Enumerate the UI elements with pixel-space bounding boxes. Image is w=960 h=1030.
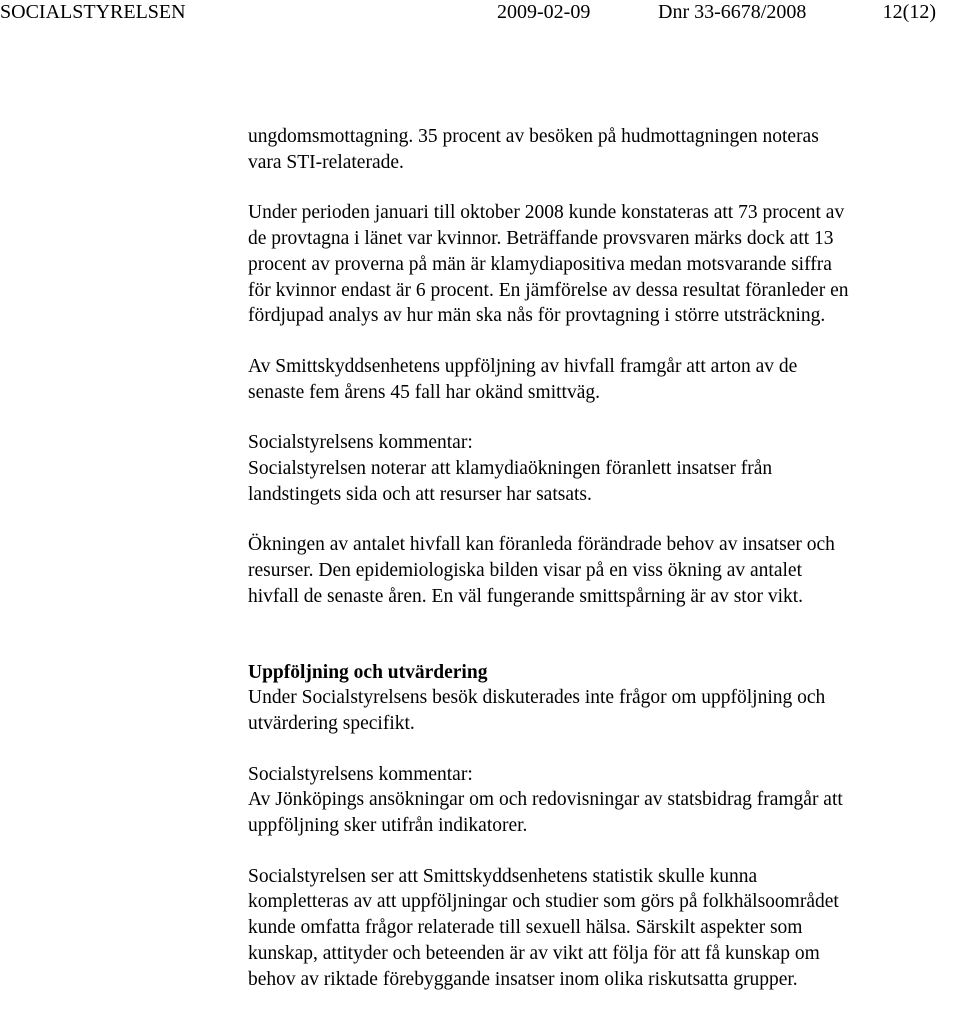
text-line: Av Jönköpings ansökningar om och redovisningar av statsbidrag framgår att [248, 789, 843, 811]
text-line: utvärdering specifikt. [248, 712, 415, 734]
header-date: 2009-02-09 [497, 1, 591, 23]
text-line: ungdomsmottagning. 35 procent av besöken på hudmottagningen noteras [248, 126, 819, 147]
paragraph-8 [248, 864, 960, 993]
header-organization: SOCIALSTYRELSEN [0, 1, 186, 23]
text-line: Under perioden januari till oktober 2008 kunde konstateras att 73 procent av [248, 202, 845, 224]
header-page-number: 12(12) [882, 1, 936, 23]
text-line: uppföljning sker utifrån indikatorer. [248, 815, 528, 837]
text-line: behov av riktade förebyggande insatser inom olika riskutsatta grupper. [248, 968, 798, 990]
comment-section-2 [248, 762, 960, 839]
text-line: kompletteras av att uppföljningar och studier som görs på folkhälsoområdet [248, 891, 839, 913]
text-line: Socialstyrelsen ser att Smittskyddsenhetens statistik skulle kunna [248, 865, 758, 887]
text-line: senaste fem årens 45 fall har okänd smittväg. [248, 381, 600, 403]
text-line: resurser. Den epidemiologiska bilden visar på en viss ökning av antalet [248, 560, 802, 582]
text-line: vara STI-relaterade. [248, 151, 404, 173]
text-line: Under Socialstyrelsens besök diskuterades inte frågor om uppföljning och [248, 687, 826, 709]
text-line: hivfall de senaste åren. En väl fungerande smittspårning är av stor vikt. [248, 585, 804, 607]
comment-section-1 [248, 430, 960, 507]
paragraph-2 [248, 200, 960, 329]
section-uppfoljning [248, 660, 960, 737]
text-line: Ökningen av antalet hivfall kan föranleda förändrade behov av insatser och [248, 534, 835, 556]
header-reference-number: Dnr 33-6678/2008 [658, 1, 807, 23]
comment-heading: Socialstyrelsens kommentar: [248, 432, 473, 454]
section-heading: Uppföljning och utvärdering [248, 661, 488, 683]
comment-heading: Socialstyrelsens kommentar: [248, 763, 473, 785]
document-body [248, 124, 960, 992]
text-line: de provtagna i länet var kvinnor. Beträffande provsvaren märks dock att 13 [248, 228, 834, 250]
text-line: kunde omfatta frågor relaterade till sexuell hälsa. Särskilt aspekter som [248, 917, 803, 939]
page-header [0, 0, 960, 24]
text-line: procent av proverna på män är klamydiapositiva medan motsvarande siffra [248, 253, 832, 275]
text-line: fördjupad analys av hur män ska nås för provtagning i större utsträckning. [248, 305, 826, 327]
text-line: för kvinnor endast är 6 procent. En jämförelse av dessa resultat föranleder en [248, 279, 849, 301]
text-line: landstingets sida och att resurser har satsats. [248, 483, 592, 505]
paragraph-1 [248, 124, 960, 175]
text-line: kunskap, attityder och beteenden är av vikt att följa för att få kunskap om [248, 942, 820, 964]
paragraph-5 [248, 532, 960, 609]
text-line: Av Smittskyddsenhetens uppföljning av hivfall framgår att arton av de [248, 355, 798, 377]
paragraph-3 [248, 354, 960, 405]
text-line: Socialstyrelsen noterar att klamydiaökningen föranlett insatser från [248, 458, 773, 480]
